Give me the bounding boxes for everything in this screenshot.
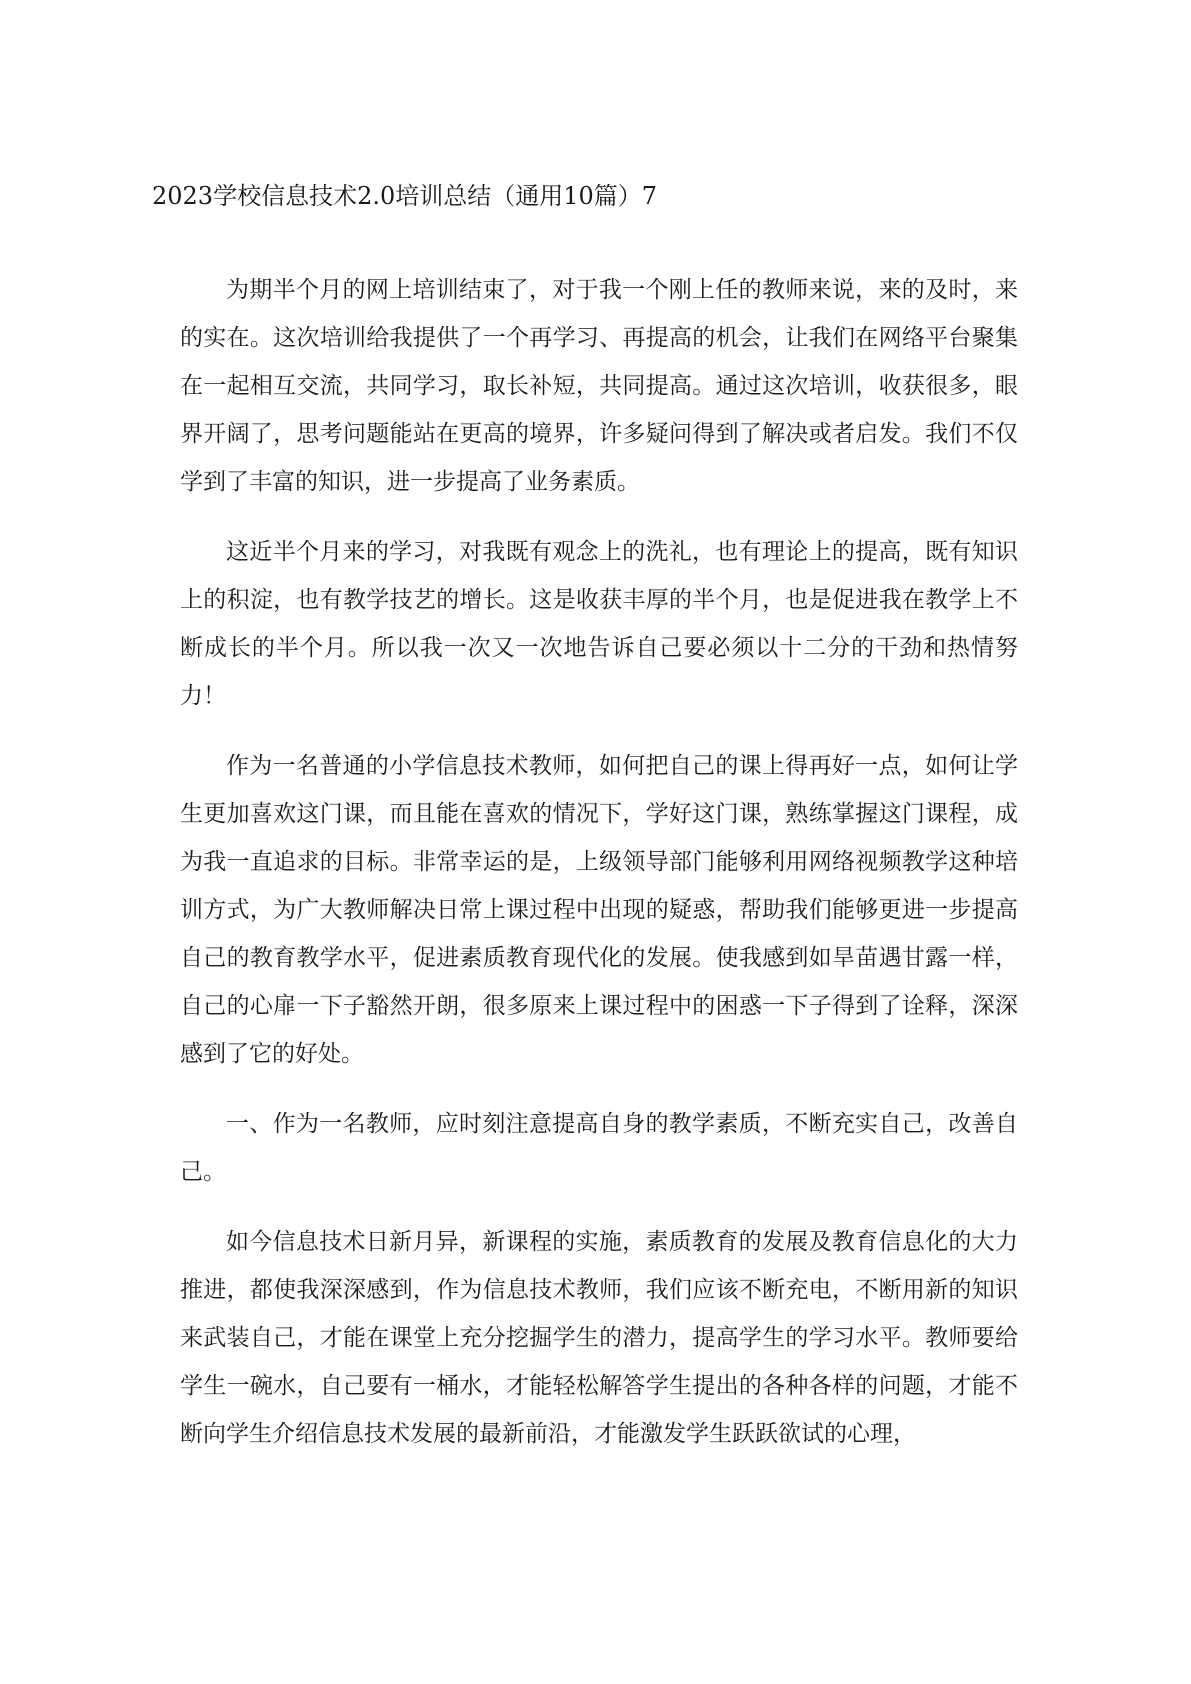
paragraph-4: 一、作为一名教师，应时刻注意提高自身的教学素质，不断充实自己，改善自己。 <box>180 1111 1018 1185</box>
paragraph-1: 为期半个月的网上培训结束了，对于我一个刚上任的教师来说，来的及时，来的实在。这次培训给我提供了一个再学习、再提高的机会，让我们在网络平台聚集在一起相互交流，共同学习，取长补短，共同提高。通过这次培训，收获很多，眼界开阔了，思考问题能站在更高的境界，许多疑问得到了解决或者启发。我们不仅学到了丰富的知识，进一步提高了业务素质。 <box>180 277 1018 495</box>
paragraph-3: 作为一名普通的小学信息技术教师，如何把自己的课上得再好一点，如何让学生更加喜欢这门课，而且能在喜欢的情况下，学好这门课，熟练掌握这门课程，成为我一直追求的目标。非常幸运的是，上级领导部门能够利用网络视频教学这种培训方式，为广大教师解决日常上课过程中出现的疑惑，帮助我们能够更进一步提高自己的教育教学水平，促进素质教育现代化的发展。使我感到如旱苗遇甘露一样，自己的心扉一下子豁然开朗，很多原来上课过程中的困惑一下子得到了诠释，深深感到了它的好处。 <box>180 753 1018 1067</box>
paragraph-5: 如今信息技术日新月异，新课程的实施，素质教育的发展及教育信息化的大力推进，都使我深深感到，作为信息技术教师，我们应该不断充电，不断用新的知识来武装自己，才能在课堂上充分挖掘学生的潜力，提高学生的学习水平。教师要给学生一碗水，自己要有一桶水，才能轻松解答学生提出的各种各样的问题，才能不断向学生介绍信息技术发展的最新前沿，才能激发学生跃跃欲试的心理， <box>180 1229 1018 1447</box>
document-body <box>180 266 1018 1458</box>
document-title: 2023学校信息技术2.0培训总结（通用10篇）7 <box>152 182 658 210</box>
paragraph-2: 这近半个月来的学习，对我既有观念上的洗礼，也有理论上的提高，既有知识上的积淀，也有教学技艺的增长。这是收获丰厚的半个月，也是促进我在教学上不断成长的半个月。所以我一次又一次地告诉自己要必须以十二分的干劲和热情努力！ <box>180 539 1018 709</box>
